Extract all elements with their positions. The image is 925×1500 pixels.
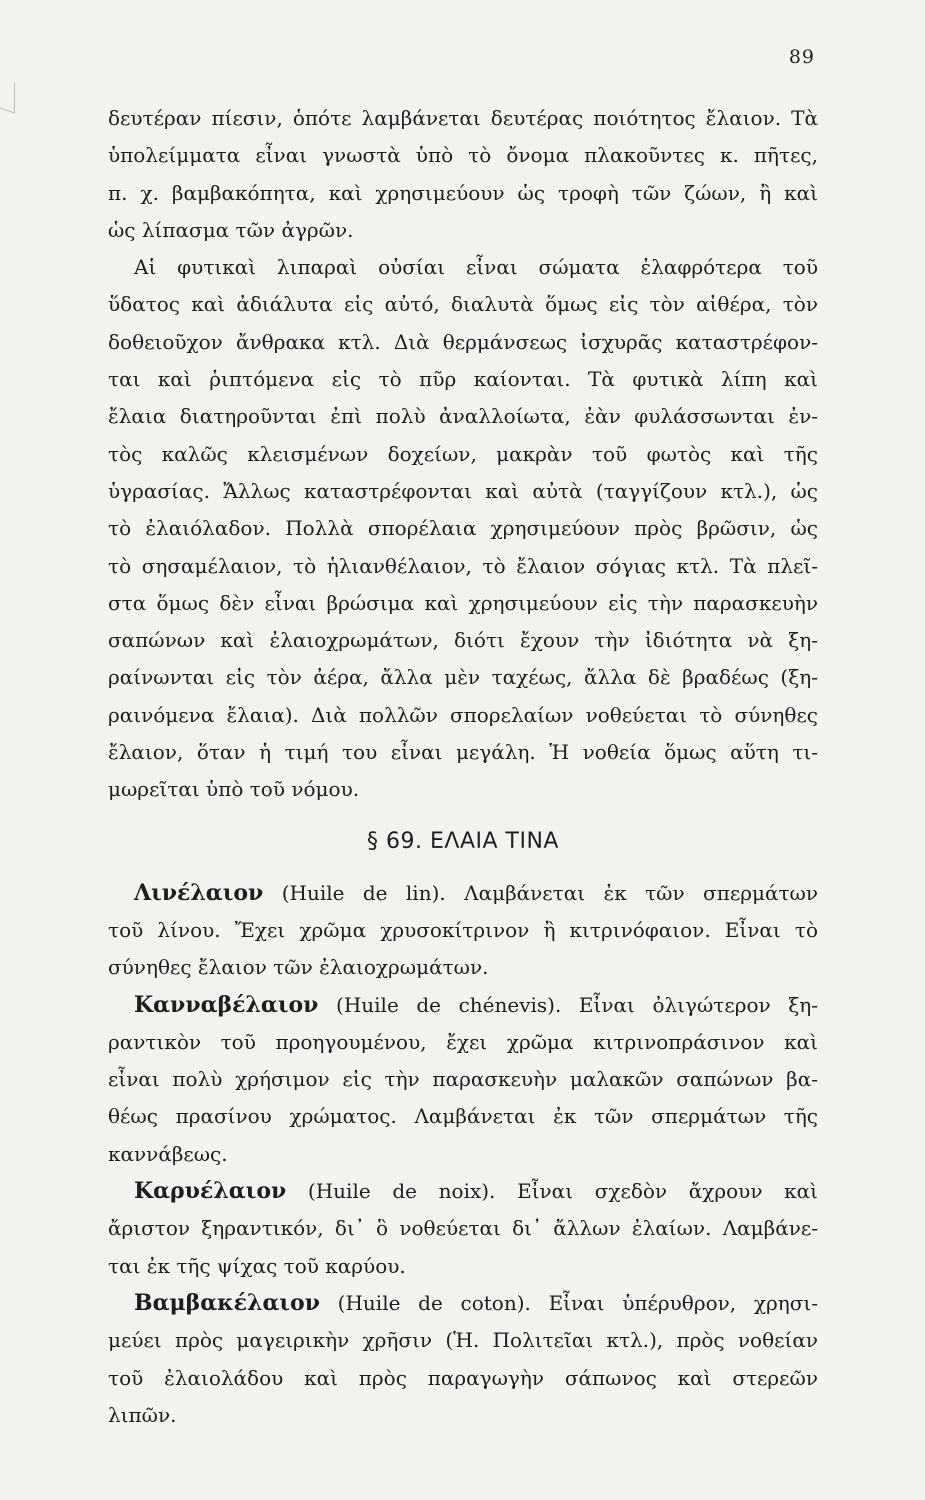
text-line: ἔλαιον, ὅταν ἡ τιμή του εἶναι μεγάλη. Ἡ νοθεία ὅμως αὕτη τι- [108, 740, 818, 765]
section-heading: § 69. ΕΛΑΙΑ ΤΙΝΑ [367, 828, 559, 854]
text-line: λιπῶν. [108, 1402, 177, 1427]
text-line: Αἱ φυτικαὶ λιπαραὶ οὐσίαι εἶναι σώματα ἐλαφρότερα τοῦ [134, 255, 818, 280]
entry-first-line [108, 875, 818, 912]
body-text [108, 100, 818, 1434]
text-line: μωρεῖται ὑπὸ τοῦ νόμου. [108, 777, 360, 802]
text-line: στα ὅμως δὲν εἶναι βρώσιμα καὶ χρησιμεύουν εἰς τὴν παρασκευὴν [108, 590, 818, 615]
text-line: ται ἐκ τῆς ψίχας τοῦ καρύου. [108, 1253, 406, 1278]
text-line: τὸς καλῶς κλεισμένων δοχείων, μακρὰν τοῦ φωτὸς καὶ τῆς [108, 441, 818, 466]
text-line: μεύει πρὸς μαγειρικὴν χρῆσιν (Ἡ. Πολιτεῖαι κτλ.), πρὸς νοθείαν [108, 1328, 818, 1353]
text-line: ραντικὸν τοῦ προηγουμένου, ἔχει χρῶμα κιτρινοπράσινον καὶ [108, 1029, 818, 1054]
entry-term: Κανναβέλαιον [134, 991, 319, 1018]
entry-first-line [108, 987, 818, 1024]
text-line: δευτέραν πίεσιν, ὁπότε λαμβάνεται δευτέρας ποιότητος ἔλαιον. Τὰ [108, 106, 818, 130]
entry-text: (Huile de noix). Εἶναι σχεδὸν ἄχρουν καὶ [286, 1179, 818, 1204]
text-line: θέως πρασίνου χρώματος. Λαμβάνεται ἐκ τῶν σπερμάτων τῆς [108, 1104, 818, 1129]
text-line: π. χ. βαμβακόπητα, καὶ χρησιμεύουν ὡς τροφὴ τῶν ζώων, ἢ καὶ [108, 180, 818, 205]
entry-first-line [108, 1285, 818, 1322]
text-line: ὑπολείμματα εἶναι γνωστὰ ὑπὸ τὸ ὄνομα πλακοῦντες κ. πῆτες, [108, 143, 818, 168]
text-line: ται καὶ ῥιπτόμενα εἰς τὸ πῦρ καίονται. Τὰ φυτικὰ λίπη καὶ [108, 367, 818, 392]
text-line: ραινόμενα ἔλαια). Διὰ πολλῶν σπορελαίων νοθεύεται τὸ σύνηθες [108, 702, 818, 727]
text-line: εἶναι πολὺ χρήσιμον εἰς τὴν παρασκευὴν μαλακῶν σαπώνων βα- [108, 1067, 818, 1092]
text-line: δοθειοῦχον ἄνθρακα κτλ. Διὰ θερμάνσεως ἰσχυρᾶς καταστρέφον- [108, 329, 818, 354]
text-line: ἄριστον ξηραντικόν, δι᾽ ὃ νοθεύεται δι᾽ ἄλλων ἐλαίων. Λαμβάνε- [108, 1216, 818, 1241]
entry-text: (Huile de lin). Λαμβάνεται ἐκ τῶν σπερμάτων [263, 880, 818, 905]
text-line: ὡς λίπασμα τῶν ἀγρῶν. [108, 217, 354, 242]
text-line: τὸ σησαμέλαιον, τὸ ἡλιανθέλαιον, τὸ ἔλαιον σόγιας κτλ. Τὰ πλεῖ- [108, 553, 818, 578]
entry-text: (Huile de coton). Εἶναι ὑπέρυθρον, χρησι- [319, 1290, 818, 1315]
text-line: ὕδατος καὶ ἀδιάλυτα εἰς αὐτό, διαλυτὰ ὅμως εἰς τὸν αἰθέρα, τὸν [108, 292, 818, 317]
entry-term: Καρυέλαιον [134, 1178, 287, 1205]
entry-term: Λινέλαιον [134, 879, 264, 906]
page-edge-mark [0, 77, 15, 113]
text-line: καννάβεως. [108, 1141, 228, 1166]
text-line: σύνηθες ἔλαιον τῶν ἐλαιοχρωμάτων. [108, 955, 489, 980]
text-line: σαπώνων καὶ ἐλαιοχρωμάτων, διότι ἔχουν τὴν ἰδιότητα νὰ ξη- [108, 628, 818, 653]
entry-first-line [108, 1173, 818, 1210]
text-line: ραίνωνται εἰς τὸν ἀέρα, ἄλλα μὲν ταχέως, ἄλλα δὲ βραδέως (ξη- [108, 665, 818, 690]
text-line: ὑγρασίας. Ἄλλως καταστρέφονται καὶ αὐτὰ (ταγγίζουν κτλ.), ὡς [108, 478, 818, 503]
text-line: τοῦ λίνου. Ἔχει χρῶμα χρυσοκίτρινον ἢ κιτρινόφαιον. Εἶναι τὸ [108, 917, 818, 942]
entry-term: Βαμβακέλαιον [134, 1289, 320, 1316]
text-line: τοῦ ἐλαιολάδου καὶ πρὸς παραγωγὴν σάπωνος καὶ στερεῶν [108, 1365, 818, 1390]
page-number: 89 [788, 46, 815, 68]
text-line: ἔλαια διατηροῦνται ἐπὶ πολὺ ἀναλλοίωτα, ἐὰν φυλάσσωνται ἐν- [108, 404, 818, 429]
text-line: τὸ ἐλαιόλαδον. Πολλὰ σπορέλαια χρησιμεύουν πρὸς βρῶσιν, ὡς [108, 516, 818, 541]
entry-text: (Huile de chénevis). Εἶναι ὀλιγώτερον ξη- [318, 992, 818, 1017]
